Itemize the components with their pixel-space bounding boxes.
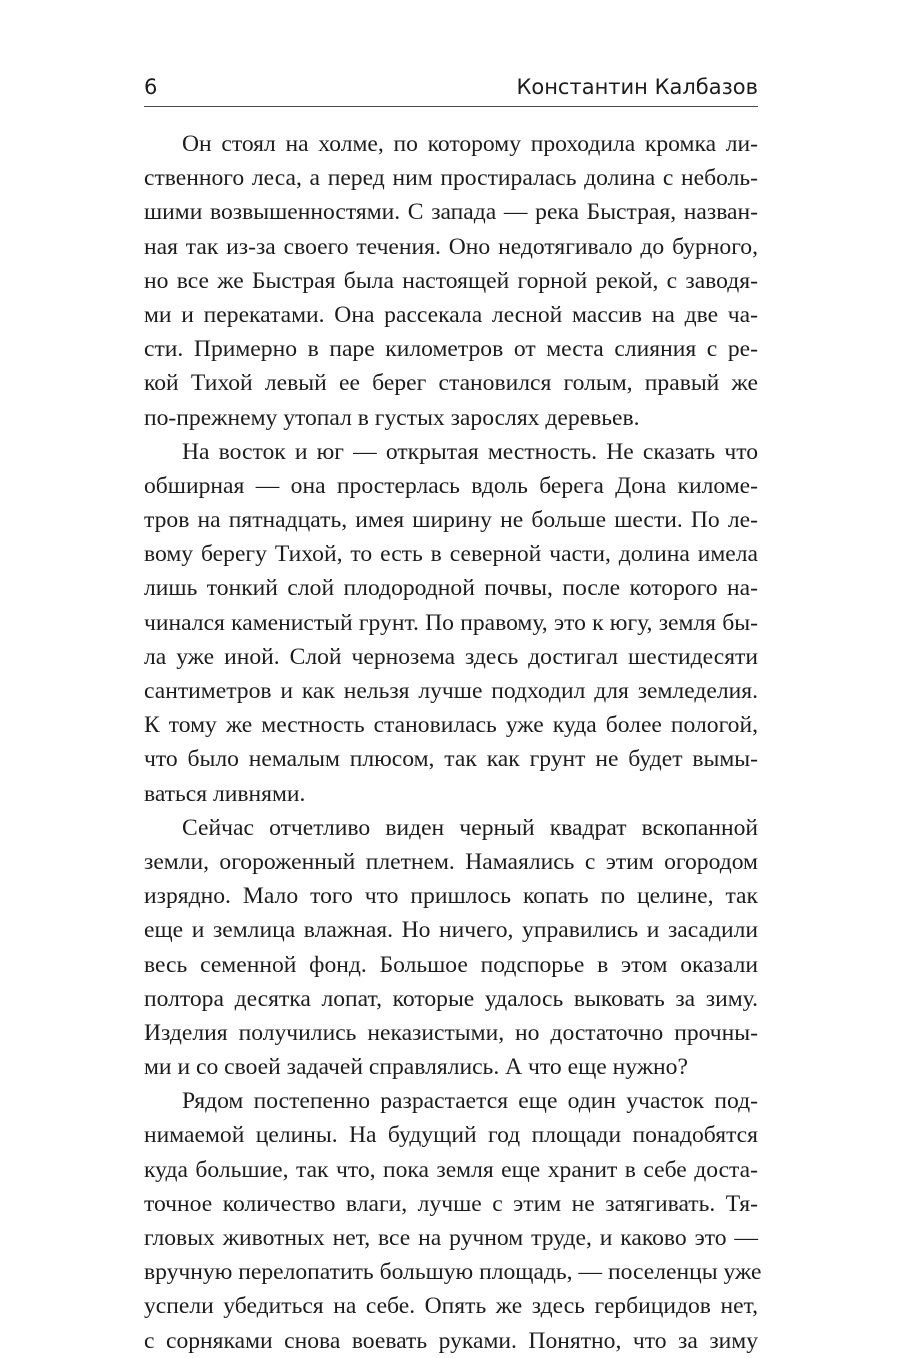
text-line: ваться ливнями. [144, 780, 306, 807]
text-line: ми и со своей задачей справлялись. А что еще нужно? [144, 1054, 688, 1081]
text-line: земли, огороженный плетнем. Намаялись с этим огородом [144, 848, 758, 875]
text-line: еще и землица влажная. Но ничего, управились и засадили [144, 917, 758, 944]
text-line: вому берегу Тихой, то есть в северной части, долина имела [144, 541, 758, 568]
text-line: по-прежнему утопал в густых зарослях деревьев. [144, 404, 640, 431]
text-line: ла уже иной. Слой чернозема здесь достигал шестидесяти [144, 643, 758, 670]
text-line: с сорняками снова воевать руками. Понятно, что за зиму [144, 1327, 758, 1354]
paragraph [144, 811, 758, 1085]
text-line: Он стоял на холме, по которому проходила кромка ли- [182, 131, 758, 157]
text-line: что было немалым плюсом, так как грунт не будет вымы- [144, 746, 758, 773]
text-line: шими возвышенностями. С запада — река Быстрая, назван- [144, 199, 758, 226]
text-line: Сейчас отчетливо виден черный квадрат вскопанной [182, 814, 758, 841]
text-line: ственного леса, а перед ним простиралась долина с неболь- [144, 165, 758, 192]
page-number: 6 [144, 75, 158, 99]
text-line: тров на пятнадцать, имея ширину не больше шести. По ле- [144, 507, 758, 534]
text-line: точное количество влаги, лучше с этим не затягивать. Тя- [144, 1190, 758, 1217]
text-line: кой Тихой левый ее берег становился голым, правый же [144, 370, 758, 397]
text-line: сти. Примерно в паре километров от места слияния с ре- [144, 336, 758, 363]
text-line: К тому же местность становилась уже куда более пологой, [144, 712, 758, 739]
paragraph [144, 435, 758, 811]
text-line: гловых животных нет, все на ручном труде, и каково это — [144, 1225, 758, 1251]
text-line: ми и перекатами. Она рассекала лесной массив на две ча- [144, 301, 758, 328]
text-line: успели убедиться на себе. Опять же здесь гербицидов нет, [144, 1293, 758, 1320]
header-rule [144, 106, 758, 107]
paragraph [144, 1084, 762, 1358]
text-line: чинался каменистый грунт. По правому, это к югу, земля бы- [144, 609, 758, 636]
text-line: ная так из-за своего течения. Оно недотягивало до бурного, [144, 233, 758, 260]
text-line: Изделия получились неказистыми, но достаточно прочны- [144, 1019, 758, 1046]
text-line: лишь тонкий слой плодородной почвы, после которого на- [144, 575, 758, 602]
text-line: На восток и юг — открытая местность. Не сказать что [182, 438, 758, 465]
text-line: но все же Быстрая была настоящей горной рекой, с заводя- [144, 267, 758, 294]
text-line: Рядом постепенно разрастается еще один участок под- [182, 1088, 758, 1115]
body-text [144, 127, 762, 1358]
paragraph [144, 127, 758, 435]
text-line: нимаемой целины. На будущий год площади понадобятся [144, 1122, 758, 1149]
text-line: весь семенной фонд. Большое подспорье в этом оказали [144, 951, 758, 978]
running-head [144, 72, 758, 102]
text-line: обширная — она простерлась вдоль берега Дона киломе- [144, 472, 758, 499]
text-line: изрядно. Мало того что пришлось копать по целине, так [144, 883, 758, 910]
text-line: сантиметров и как нельзя лучше подходил для земледелия. [144, 678, 758, 704]
text-line: вручную перелопатить большую площадь, — поселенцы уже [144, 1259, 762, 1286]
book-author: Константин Калбазов [516, 75, 758, 99]
text-line: куда большие, так что, пока земля еще хранит в себе доста- [144, 1156, 758, 1183]
text-line: полтора десятка лопат, которые удалось выковать за зиму. [144, 985, 758, 1012]
